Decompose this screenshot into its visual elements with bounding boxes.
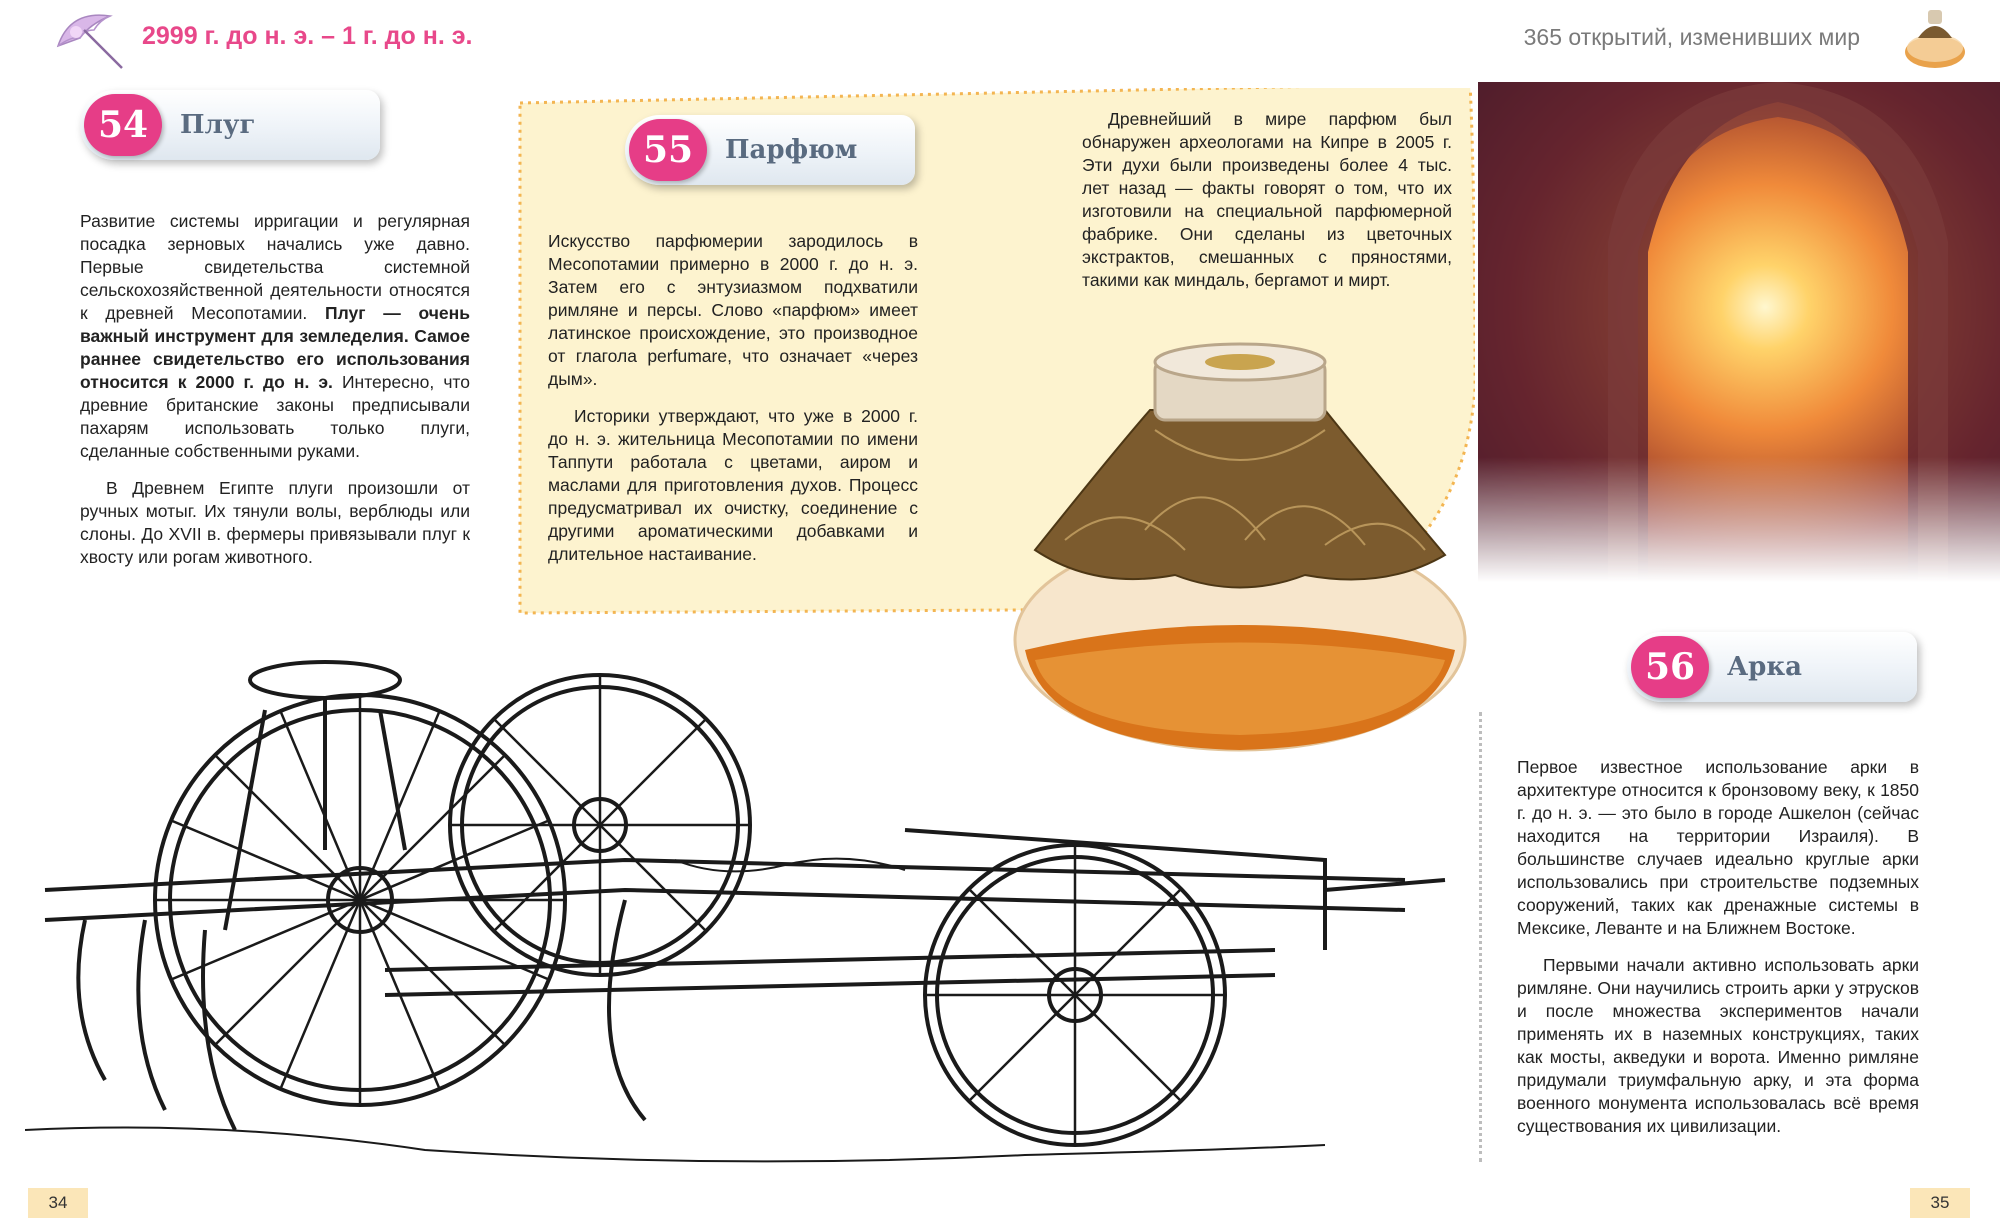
paragraph: Первое известное использование арки в архитектуре относится к бронзовому веку, к 1850 г. до н. э. — это было в городе Ашкелон (сейчас находится на территории Израиля). В большинстве случаев идеально круглые арки использовались при строительстве подземных сооружений, таких как дренажные системы в Мексике, Леванте и на Ближнем Востоке. — [1517, 757, 1919, 938]
paragraph: В Древнем Египте плуги произошли от ручных мотыг. Их тянули волы, верблюды или слоны. До XVII в. фермеры привязывали плуг к хвосту или рогам животного. — [80, 478, 470, 567]
arch-photo — [1478, 82, 2000, 582]
section-number: 55 — [629, 119, 707, 181]
section-55-body-left — [548, 230, 918, 580]
section-56-body — [1517, 756, 1919, 1152]
section-54-body — [80, 210, 470, 583]
header-chapter-range: 2999 г. до н. э. – 1 г. до н. э. — [142, 22, 473, 50]
paragraph: Развитие системы ирригации и регулярная посадка зерновых начались уже давно. Первые свидетельства системной сельскохозяйственной деятельности относятся к древней Месопотамии. Плуг — очень важный инструмент для земледелия. Самое раннее свидетельство его использования относится к 2000 г. до н. э. Интересно, что древние британские законы предписывали пахарям использовать только плуги, сделанные собственными руками. — [80, 211, 470, 461]
section-55-badge — [625, 115, 915, 185]
paragraph: Древнейший в мире парфюм был обнаружен археологами на Кипре в 2005 г. Эти духи были произведены более 4 тыс. лет назад — факты говорят о том, что их изготовили на специальной парфюмерной фабрике. Они сделаны из цветочных экстрактов, смешанных с пряностями, такими как миндаль, бергамот и мирт. — [1082, 109, 1452, 290]
plough-illustration — [25, 650, 1475, 1180]
section-title: Плуг — [180, 110, 256, 140]
section-56-badge — [1627, 632, 1917, 702]
section-55-body-right — [1082, 108, 1452, 306]
section-title: Арка — [1727, 652, 1802, 682]
perfume-vial-icon — [1900, 4, 1970, 70]
section-number: 56 — [1631, 636, 1709, 698]
page-number-left: 34 — [28, 1188, 88, 1218]
bold-text: Плуг — очень важный инструмент для земледелия. Самое раннее свидетельство его использования относится к 2000 г. до н. э. — [80, 303, 470, 392]
page-number-right: 35 — [1910, 1188, 1970, 1218]
section-number: 54 — [84, 94, 162, 156]
header-book-title: 365 открытий, изменивших мир — [1523, 24, 1860, 50]
column-divider — [1479, 712, 1482, 1162]
umbrella-icon — [50, 6, 130, 76]
paragraph: Искусство парфюмерии зародилось в Месопотамии примерно в 2000 г. до н. э. Затем его с энтузиазмом подхватили римляне и персы. Слово «парфюм» имеет латинское происхождение, это производное от глагола perfumare, что означает «через дым». — [548, 231, 918, 389]
paragraph: Историки утверждают, что уже в 2000 г. до н. э. жительница Месопотамии по имени Таппути работала с цветами, аиром и маслами для приготовления духов. Процесс предусматривал их очистку, соединение с другими ароматическими добавками и длительное настаивание. — [548, 406, 918, 564]
section-54-badge — [80, 90, 380, 160]
section-title: Парфюм — [725, 135, 858, 165]
paragraph: Первыми начали активно использовать арки римляне. Они научились строить арки у этрусков и после множества экспериментов начали применять их в наземных конструкциях, таких как мосты, акведуки и ворота. Именно римляне придумали триумфальную арку, и эта форма военного монумента использовалась всё время существования их цивилизации. — [1517, 955, 1919, 1136]
